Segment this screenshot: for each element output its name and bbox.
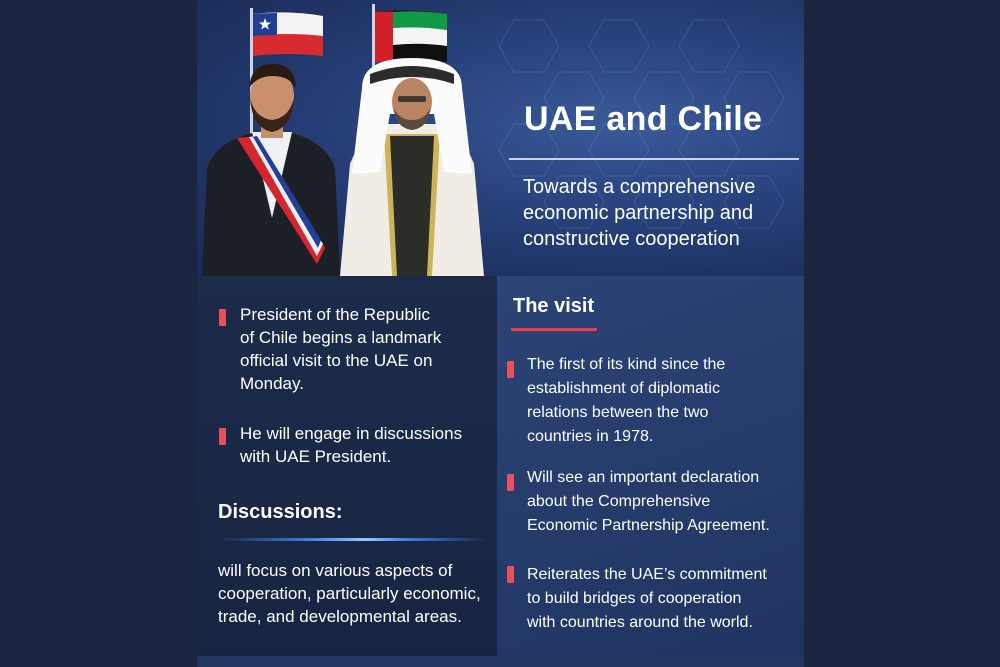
bullet-line: He will engage in discussions bbox=[240, 424, 463, 443]
bullet-line: of Chile begins a landmark bbox=[240, 328, 442, 347]
bullet-line: The first of its kind since the bbox=[527, 356, 726, 373]
discussions-line: trade, and developmental areas. bbox=[218, 607, 462, 626]
title-divider bbox=[509, 158, 799, 160]
bullet-line: establishment of diplomatic bbox=[527, 380, 720, 397]
discussions-text bbox=[218, 559, 495, 628]
bullet-line: with UAE President. bbox=[240, 447, 392, 466]
discussions-divider bbox=[217, 538, 487, 541]
chile-flag-icon bbox=[253, 10, 323, 58]
hero-banner bbox=[197, 0, 804, 276]
discussions-heading: Discussions: bbox=[218, 501, 343, 523]
bullet-line: President of the Republic bbox=[240, 305, 430, 324]
visit-bullet-3 bbox=[527, 563, 799, 635]
subtitle-line: Towards a comprehensive bbox=[523, 176, 756, 198]
bullet-marker bbox=[507, 361, 514, 378]
page-title: UAE and Chile bbox=[524, 100, 763, 138]
bullet-line: about the Comprehensive bbox=[527, 493, 711, 510]
visit-bullet-2 bbox=[527, 466, 802, 538]
bullet-marker bbox=[219, 309, 226, 326]
uae-president-portrait bbox=[332, 54, 492, 276]
discussions-line: will focus on various aspects of bbox=[218, 561, 453, 580]
chile-president-portrait bbox=[197, 58, 347, 276]
bullet-marker bbox=[219, 428, 226, 445]
visit-heading: The visit bbox=[513, 295, 595, 317]
visit-heading-underline bbox=[511, 328, 597, 331]
bullet-line: official visit to the UAE on bbox=[240, 351, 433, 370]
bullet-line: Reiterates the UAE’s commitment bbox=[527, 566, 767, 583]
visit-bullet-1 bbox=[527, 353, 799, 449]
subtitle-line: economic partnership and bbox=[523, 202, 754, 224]
bullet-marker bbox=[507, 566, 514, 583]
left-bullet-2 bbox=[240, 422, 492, 468]
bullet-line: with countries around the world. bbox=[527, 614, 753, 631]
bullet-line: countries in 1978. bbox=[527, 428, 654, 445]
discussions-line: cooperation, particularly economic, bbox=[218, 584, 481, 603]
footer-strip bbox=[197, 656, 804, 667]
left-column bbox=[197, 276, 497, 667]
subtitle-line: constructive cooperation bbox=[523, 228, 740, 250]
bullet-line: to build bridges of cooperation bbox=[527, 590, 742, 607]
page-subtitle bbox=[523, 174, 793, 252]
bullet-line: Economic Partnership Agreement. bbox=[527, 517, 770, 534]
bullet-marker bbox=[507, 474, 514, 491]
right-column bbox=[497, 276, 804, 667]
bullet-line: Monday. bbox=[240, 374, 304, 393]
left-bullet-1 bbox=[240, 303, 490, 395]
bullet-line: relations between the two bbox=[527, 404, 709, 421]
bullet-line: Will see an important declaration bbox=[527, 469, 760, 486]
infographic-card bbox=[197, 0, 804, 667]
